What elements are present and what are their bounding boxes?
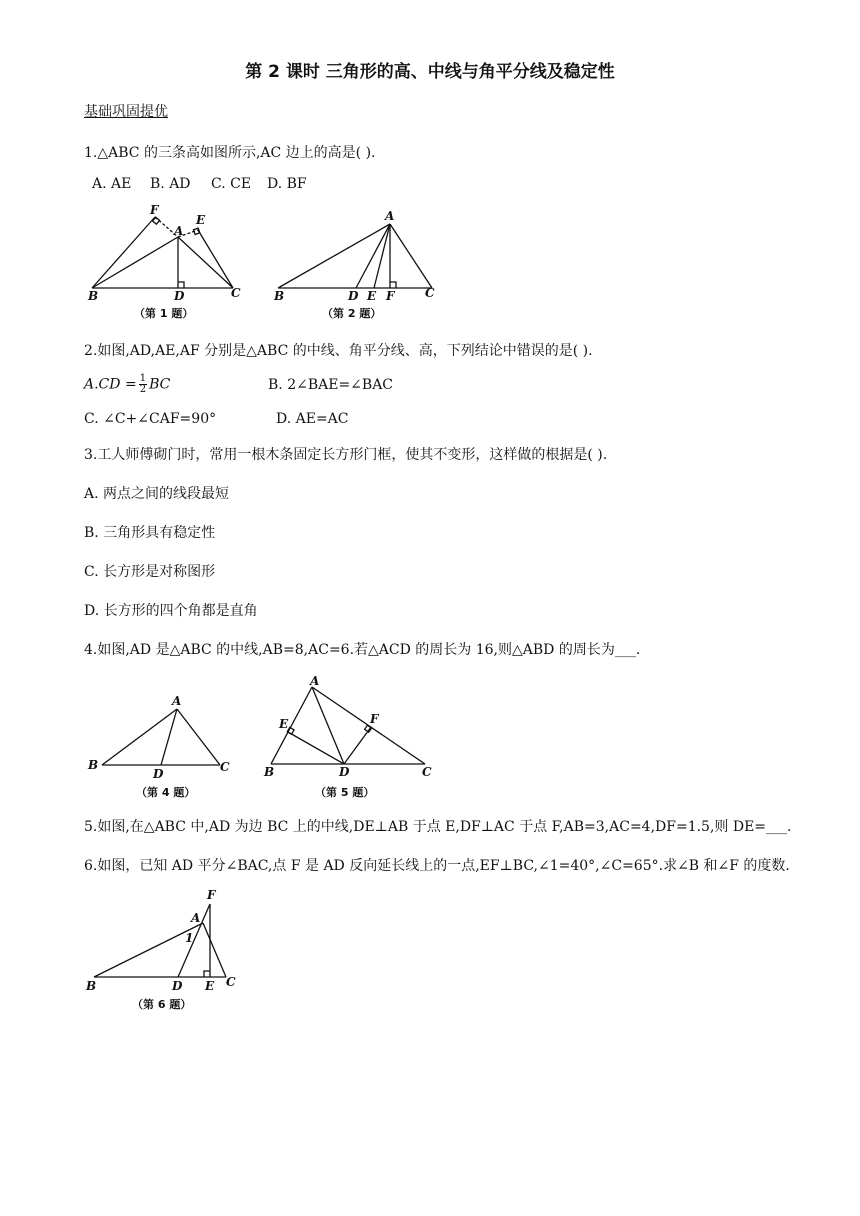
fig1-label-e: E xyxy=(196,213,206,227)
figure-5 xyxy=(262,672,442,802)
section-heading: 基础巩固提优 xyxy=(84,104,168,120)
fig2-caption: （第 2 题） xyxy=(322,307,382,320)
question-2-option-a: A.CD = $\frac{1}{2}$ BC xyxy=(84,373,171,395)
fig5-label-b: B xyxy=(264,765,275,779)
fig4-caption: （第 4 题） xyxy=(136,786,196,799)
question-2-option-d: D. AE=AC xyxy=(276,411,349,427)
fig4-label-c: C xyxy=(220,760,230,774)
fig5-label-d: D xyxy=(339,765,350,779)
fig6-label-d: D xyxy=(172,979,183,993)
figure-4 xyxy=(84,690,244,802)
fig1-label-c: C xyxy=(231,286,241,300)
fig2-label-a: A xyxy=(385,209,395,223)
question-2-stem: 2.如图,AD,AE,AF 分别是△ABC 的中线、角平分线、高，下列结论中错误的是( ). xyxy=(84,343,593,359)
fig6-label-a: A xyxy=(191,911,201,925)
question-3-option-c: C. 长方形是对称图形 xyxy=(84,564,216,580)
fig2-label-d: D xyxy=(348,289,359,303)
question-2-option-c: C. ∠C+∠CAF=90° xyxy=(84,411,217,427)
page-title: 第 2 课时 三角形的高、中线与角平分线及稳定性 xyxy=(245,62,615,82)
figure-1 xyxy=(80,200,260,324)
question-1-stem: 1.△ABC 的三条高如图所示,AC 边上的高是( ). xyxy=(84,145,376,161)
question-3-option-a: A. 两点之间的线段最短 xyxy=(84,486,230,502)
fig4-label-d: D xyxy=(153,767,164,781)
figure-6 xyxy=(84,884,244,1014)
fig6-label-b: B xyxy=(86,979,97,993)
question-3-stem: 3.工人师傅砌门时，常用一根木条固定长方形门框，使其不变形，这样做的根据是( ). xyxy=(84,447,608,463)
fig1-label-f: F xyxy=(150,203,159,217)
question-1-option-c: C. CE xyxy=(211,176,252,192)
fig2-label-e: E xyxy=(367,289,377,303)
fig1-caption: （第 1 题） xyxy=(134,307,194,320)
question-3-option-b: B. 三角形具有稳定性 xyxy=(84,525,216,541)
fig4-label-b: B xyxy=(88,758,99,772)
fig2-label-f: F xyxy=(386,289,395,303)
question-2-option-b: B. 2∠BAE=∠BAC xyxy=(268,377,394,393)
question-6-stem: 6.如图，已知 AD 平分∠BAC,点 F 是 AD 反向延长线上的一点,EF⊥BC,∠1=40°,∠C=65°.求∠B 和∠F 的度数. xyxy=(84,858,790,874)
figure-2 xyxy=(270,207,445,324)
fig6-caption: （第 6 题） xyxy=(132,998,192,1011)
question-3-option-d: D. 长方形的四个角都是直角 xyxy=(84,603,258,619)
fig2-label-c: C xyxy=(425,286,435,300)
fig2-label-b: B xyxy=(274,289,285,303)
fig5-caption: （第 5 题） xyxy=(315,786,375,799)
fig5-label-f: F xyxy=(370,712,379,726)
fig1-label-d: D xyxy=(174,289,185,303)
fig6-label-f: F xyxy=(207,888,216,902)
question-4-stem: 4.如图,AD 是△ABC 的中线,AB=8,AC=6.若△ACD 的周长为 16,则△ABD 的周长为___. xyxy=(84,642,641,658)
question-1-option-a: A. AE xyxy=(92,176,132,192)
fig5-label-a: A xyxy=(310,674,320,688)
fig6-label-c: C xyxy=(226,975,236,989)
fig6-label-1: 1 xyxy=(185,931,194,945)
question-1-option-d: D. BF xyxy=(267,176,307,192)
fig6-label-e: E xyxy=(205,979,215,993)
question-1-option-b: B. AD xyxy=(150,176,191,192)
fig5-label-e: E xyxy=(279,717,289,731)
question-5-stem: 5.如图,在△ABC 中,AD 为边 BC 上的中线,DE⊥AB 于点 E,DF⊥AC 于点 F,AB=3,AC=4,DF=1.5,则 DE=___. xyxy=(84,819,792,835)
fig1-label-b: B xyxy=(88,289,99,303)
fig4-label-a: A xyxy=(172,694,182,708)
fig1-label-a: A xyxy=(174,224,184,238)
fig5-label-c: C xyxy=(422,765,432,779)
